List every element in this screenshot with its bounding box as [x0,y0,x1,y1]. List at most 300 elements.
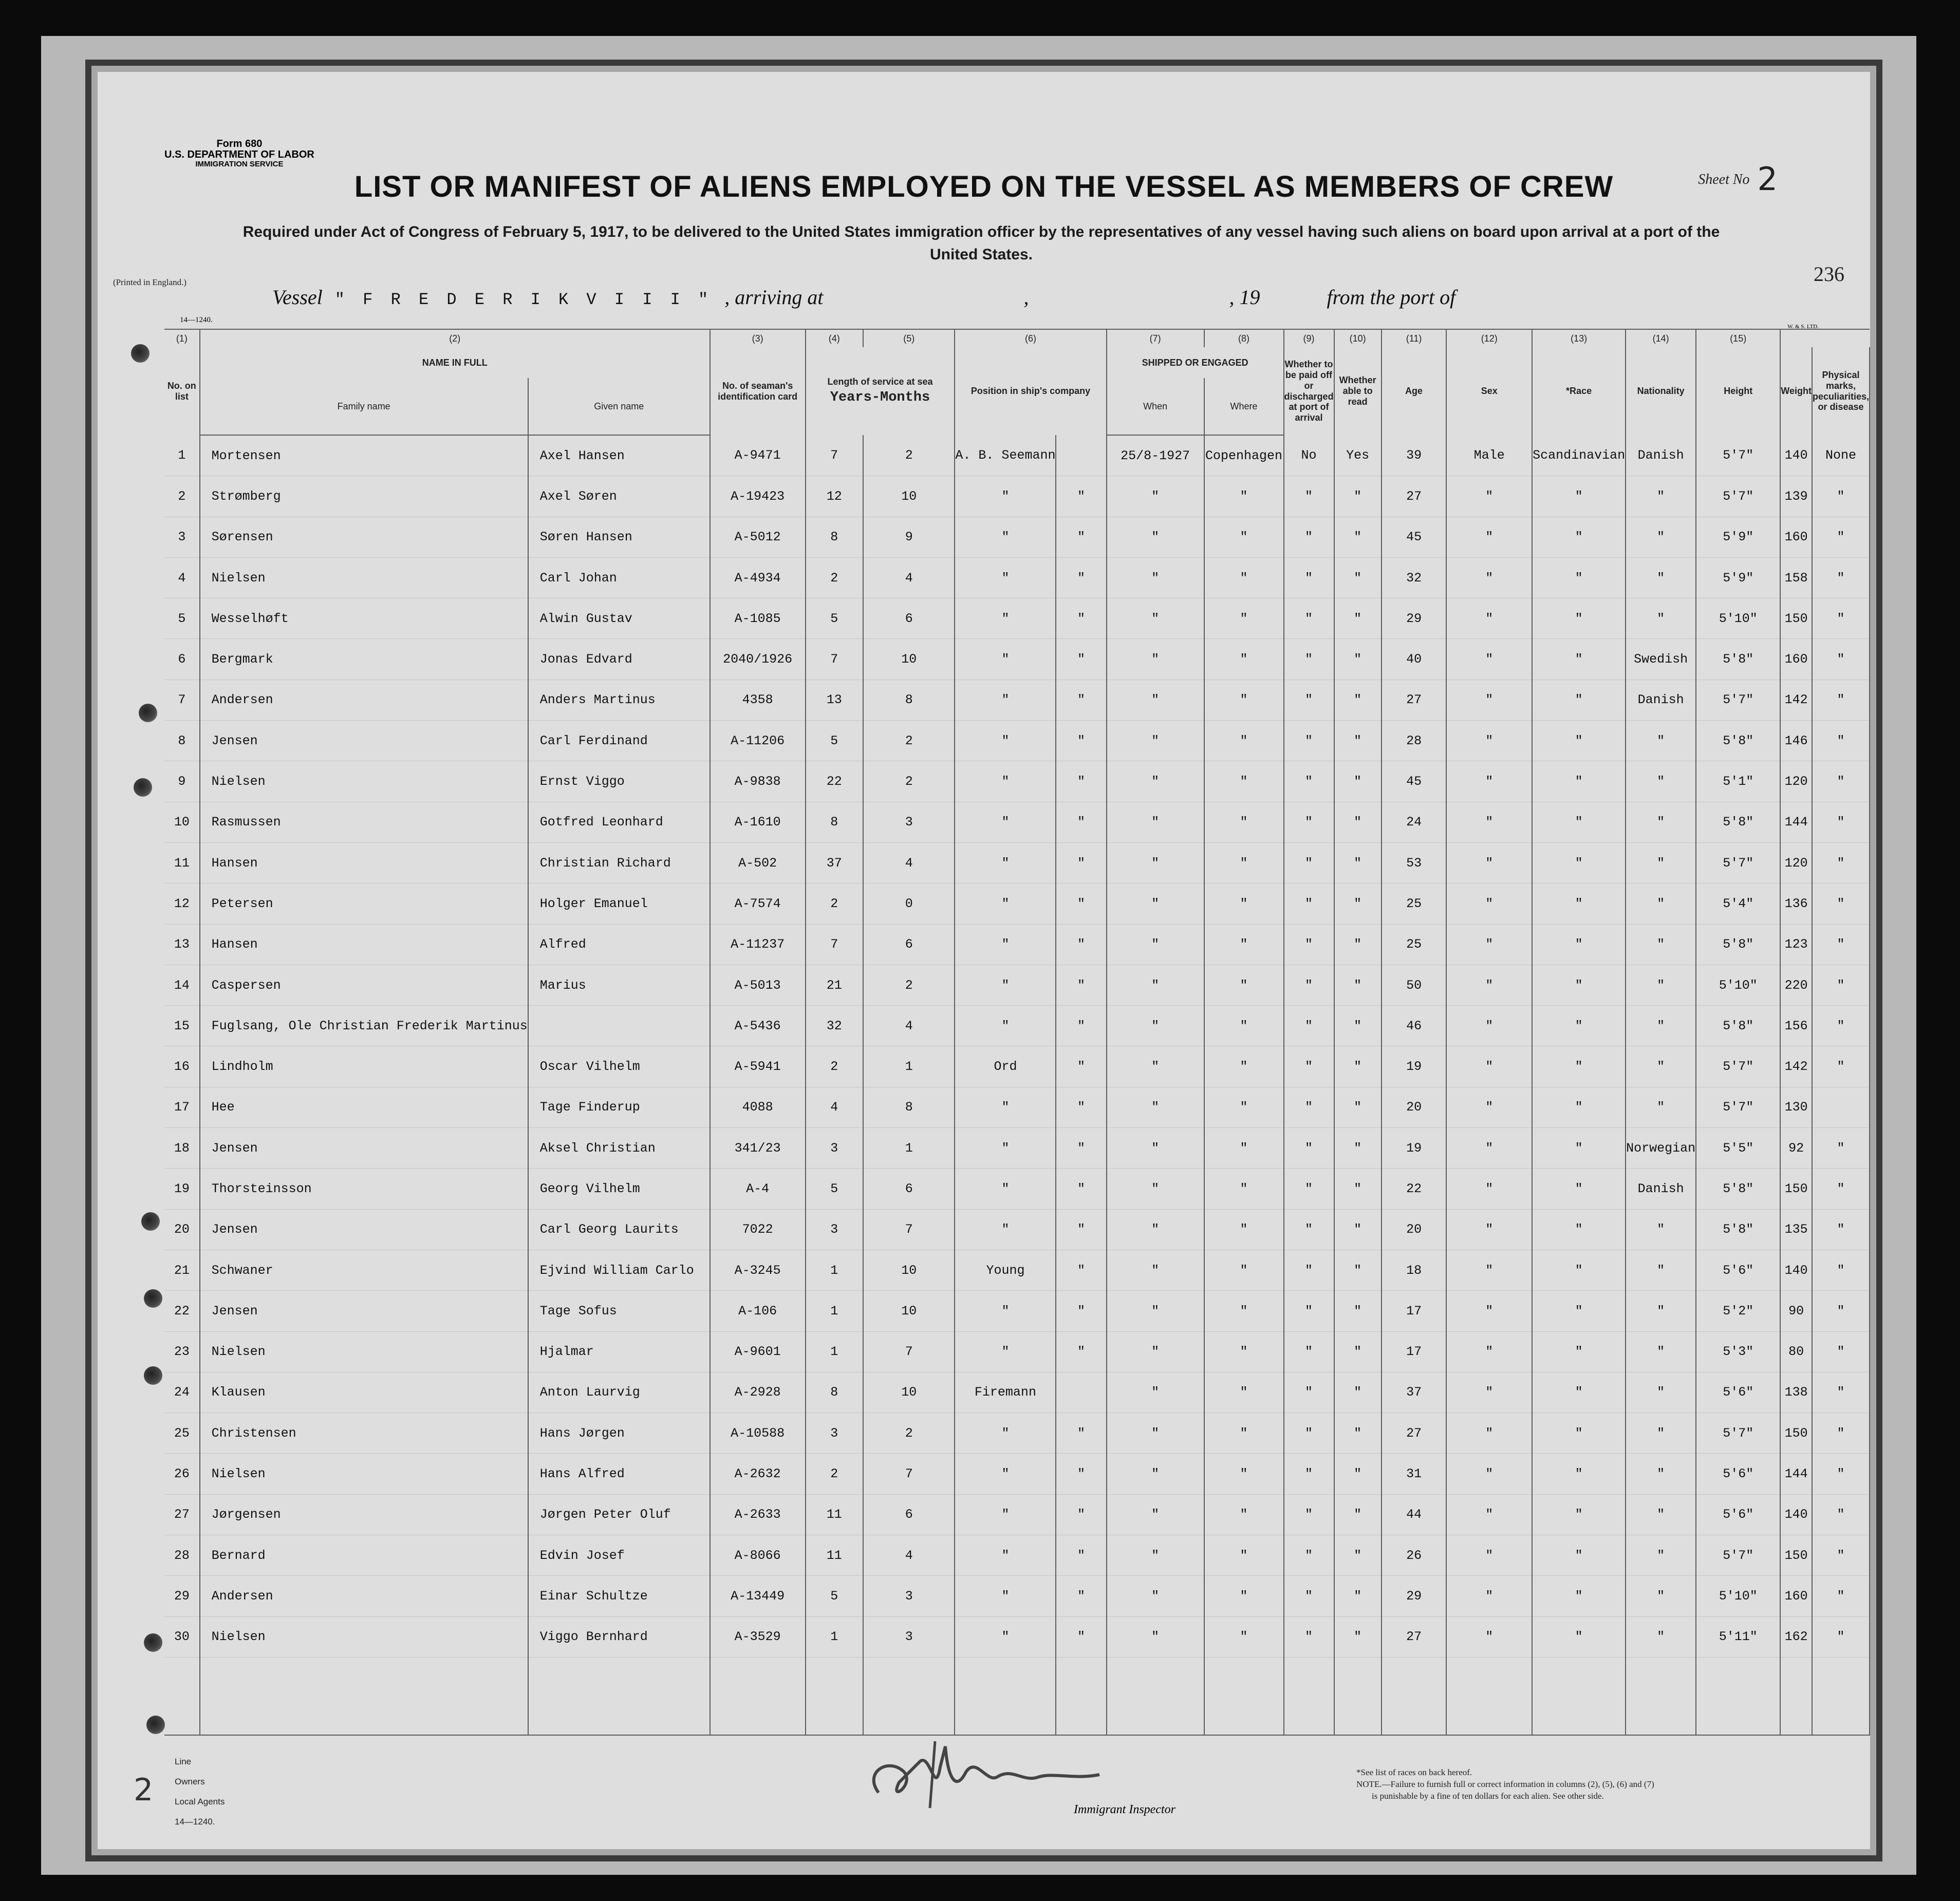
able-read: " [1334,721,1382,761]
row-number: 29 [164,1576,200,1616]
sex: " [1446,1087,1532,1127]
nationality: " [1626,1250,1696,1290]
age: 18 [1382,1250,1447,1290]
service-months: 10 [863,1291,955,1331]
able-read: " [1334,1413,1382,1454]
shipped-when: " [1107,1535,1204,1576]
height: 5'7" [1696,476,1780,517]
id-card: A-11206 [710,721,806,761]
shipped-when: " [1107,639,1204,680]
family-name: Strømberg [200,476,528,517]
id-card: A-3245 [710,1250,806,1290]
given-name: Viggo Bernhard [528,1616,710,1657]
position: Firemann [955,1372,1056,1413]
id-card: A-4934 [710,557,806,598]
comma: , [1023,286,1029,309]
able-read: " [1334,1291,1382,1331]
paid-off: " [1284,1494,1334,1535]
age: 27 [1382,680,1447,720]
service-months: 7 [863,1454,955,1494]
position: " [955,1169,1056,1209]
shipped-where: " [1204,476,1284,517]
shipped-where: " [1204,883,1284,924]
physical-marks: " [1812,842,1870,883]
age: 28 [1382,721,1447,761]
paid-off: " [1284,924,1334,965]
table-row [164,1454,1870,1494]
paid-off: " [1284,965,1334,1005]
height: 5'6" [1696,1454,1780,1494]
paid-off: " [1284,1331,1334,1372]
given-name: Christian Richard [528,842,710,883]
weight: 140 [1780,435,1812,476]
given-name: Holger Emanuel [528,883,710,924]
printer-mark: W. & S. LTD. [1787,324,1819,330]
shipped-where: " [1204,1576,1284,1616]
form-code: 14—1240. [180,316,213,324]
height: 5'7" [1696,1087,1780,1127]
position: " [955,1535,1056,1576]
age: 37 [1382,1372,1447,1413]
service-years: 22 [806,761,863,802]
id-card: A-1085 [710,598,806,639]
physical-marks: " [1812,1454,1870,1494]
shipped-where: " [1204,598,1284,639]
family-name: Bernard [200,1535,528,1576]
service-years: 5 [806,598,863,639]
position: A. B. Seemann [955,435,1056,476]
sex: " [1446,965,1532,1005]
year-label: , 19 [1229,286,1260,309]
col-num-7: (7) [1107,329,1204,347]
footer-local-agents: Local Agents [175,1797,225,1807]
age: 24 [1382,802,1447,842]
physical-marks: " [1812,1576,1870,1616]
note-failure: NOTE.—Failure to furnish full or correct information in columns (2), (5), (6) and (7) [1356,1779,1654,1789]
given-name: Alfred [528,924,710,965]
service-months: 1 [863,1128,955,1169]
table-row [164,924,1870,965]
id-card: A-11237 [710,924,806,965]
able-read: " [1334,517,1382,557]
blank-cell [1812,1657,1870,1735]
header-when: When [1107,378,1204,435]
row-number: 21 [164,1250,200,1290]
physical-marks: " [1812,802,1870,842]
position: " [955,924,1056,965]
age: 27 [1382,476,1447,517]
given-name: Hjalmar [528,1331,710,1372]
family-name: Klausen [200,1372,528,1413]
row-number: 4 [164,557,200,598]
footer-owners: Owners [175,1777,205,1787]
row-number: 15 [164,1006,200,1046]
weight: 150 [1780,1169,1812,1209]
age: 45 [1382,517,1447,557]
row-number: 13 [164,924,200,965]
position: " [955,842,1056,883]
header-age: Age [1382,347,1447,435]
physical-marks [1812,1087,1870,1127]
able-read: " [1334,1046,1382,1087]
header-physical-marks: Physical marks, peculiarities, or disease [1812,347,1870,435]
weight: 156 [1780,1006,1812,1046]
given-name: Carl Ferdinand [528,721,710,761]
binder-hole [141,1212,160,1231]
height: 5'8" [1696,1169,1780,1209]
sex: " [1446,802,1532,842]
row-number: 22 [164,1291,200,1331]
position: " [955,1454,1056,1494]
table-row [164,761,1870,802]
header-where: Where [1204,378,1284,435]
paid-off: " [1284,1006,1334,1046]
shipped-where: " [1204,1454,1284,1494]
able-read: " [1334,1169,1382,1209]
shipped-where: " [1204,1616,1284,1657]
shipped-where: " [1204,1169,1284,1209]
weight: 144 [1780,1454,1812,1494]
col-num-6: (6) [955,329,1106,347]
id-card: A-1610 [710,802,806,842]
given-name: Axel Søren [528,476,710,517]
service-months: 2 [863,1413,955,1454]
age: 40 [1382,639,1447,680]
physical-marks: " [1812,1169,1870,1209]
table-row [164,721,1870,761]
blank-cell [1626,1657,1696,1735]
family-name: Andersen [200,680,528,720]
service-years: 11 [806,1535,863,1576]
header-family-name: Family name [200,378,528,435]
height: 5'7" [1696,680,1780,720]
weight: 136 [1780,883,1812,924]
blank-cell [164,1657,200,1735]
weight: 90 [1780,1291,1812,1331]
family-name: Nielsen [200,1616,528,1657]
able-read: " [1334,598,1382,639]
shipped-where: " [1204,1046,1284,1087]
id-card: A-8066 [710,1535,806,1576]
given-name: Edvin Josef [528,1535,710,1576]
physical-marks: " [1812,761,1870,802]
id-card: A-9601 [710,1331,806,1372]
sex: " [1446,842,1532,883]
physical-marks: " [1812,1291,1870,1331]
footer-line: Line [175,1757,192,1766]
weight: 150 [1780,1413,1812,1454]
id-card: 2040/1926 [710,639,806,680]
sex: " [1446,1169,1532,1209]
height: 5'8" [1696,639,1780,680]
weight: 135 [1780,1209,1812,1250]
shipped-where: " [1204,1209,1284,1250]
position: " [955,1209,1056,1250]
family-name: Nielsen [200,1331,528,1372]
paid-off: " [1284,1616,1334,1657]
sex: " [1446,883,1532,924]
service-years: 37 [806,842,863,883]
nationality: " [1626,1046,1696,1087]
sex: " [1446,1413,1532,1454]
position: " [955,1494,1056,1535]
physical-marks: " [1812,883,1870,924]
header-given-name: Given name [528,378,710,435]
service-months: 2 [863,435,955,476]
arriving-label: , arriving at [724,286,824,309]
nationality: " [1626,1006,1696,1046]
table-row [164,680,1870,720]
weight: 142 [1780,680,1812,720]
service-months: 0 [863,883,955,924]
shipped-when: " [1107,1169,1204,1209]
given-name: Gotfred Leonhard [528,802,710,842]
nationality: " [1626,1535,1696,1576]
race: " [1532,1494,1626,1535]
nationality: " [1626,517,1696,557]
nationality: " [1626,1413,1696,1454]
service-years: 5 [806,1576,863,1616]
shipped-when: " [1107,680,1204,720]
sex: " [1446,924,1532,965]
header-shipped-engaged: SHIPPED OR ENGAGED [1107,347,1284,378]
service-years: 3 [806,1128,863,1169]
paid-off: " [1284,1087,1334,1127]
vessel-name: " F R E D E R I K V I I I " [334,290,713,309]
race: " [1532,721,1626,761]
shipped-where: " [1204,1128,1284,1169]
shipped-when: 25/8-1927 [1107,435,1204,476]
service-years: 2 [806,1046,863,1087]
footer-notes [1356,1767,1654,1802]
id-card: 4088 [710,1087,806,1127]
able-read: " [1334,965,1382,1005]
sex: " [1446,1209,1532,1250]
service-months: 4 [863,842,955,883]
able-read: " [1334,639,1382,680]
physical-marks: " [1812,557,1870,598]
race: " [1532,1006,1626,1046]
position: " [955,1576,1056,1616]
service-years: 3 [806,1413,863,1454]
row-number: 3 [164,517,200,557]
nationality: Danish [1626,1169,1696,1209]
id-card: A-13449 [710,1576,806,1616]
table-row [164,1250,1870,1290]
table-row [164,1535,1870,1576]
position: " [955,761,1056,802]
shipped-when: " [1107,517,1204,557]
col-num-15: (15) [1696,329,1780,347]
page-number: 236 [1814,262,1844,286]
height: 5'8" [1696,1209,1780,1250]
shipped-when: " [1107,1494,1204,1535]
position: " [955,598,1056,639]
crew-table [164,329,1870,1736]
header-weight: Weight [1780,347,1812,435]
position: " [955,557,1056,598]
given-name: Jonas Edvard [528,639,710,680]
height: 5'4" [1696,883,1780,924]
race: " [1532,761,1626,802]
col-num-4: (4) [806,329,863,347]
height: 5'10" [1696,1576,1780,1616]
age: 44 [1382,1494,1447,1535]
col-num-3: (3) [710,329,806,347]
position: " [955,476,1056,517]
table-row [164,1372,1870,1413]
shipped-when: " [1107,761,1204,802]
family-name: Andersen [200,1576,528,1616]
given-name: Oscar Vilhelm [528,1046,710,1087]
col-num-10: (10) [1334,329,1382,347]
age: 27 [1382,1616,1447,1657]
id-card: A-5941 [710,1046,806,1087]
position: Young [955,1250,1056,1290]
service-months: 6 [863,924,955,965]
service-years: 21 [806,965,863,1005]
col-num-9: (9) [1284,329,1334,347]
binder-hole [146,1716,165,1734]
given-name: Anton Laurvig [528,1372,710,1413]
row-number: 28 [164,1535,200,1576]
position: " [955,1331,1056,1372]
position: " [955,883,1056,924]
able-read: " [1334,1454,1382,1494]
weight: 160 [1780,1576,1812,1616]
binder-hole [139,704,157,722]
row-number: 26 [164,1454,200,1494]
given-name: Hans Alfred [528,1454,710,1494]
row-number: 18 [164,1128,200,1169]
family-name: Hansen [200,924,528,965]
given-name: Marius [528,965,710,1005]
paid-off: " [1284,517,1334,557]
paid-off: " [1284,1209,1334,1250]
able-read: " [1334,1331,1382,1372]
weight: 140 [1780,1494,1812,1535]
race: " [1532,1372,1626,1413]
page-subtitle: Required under Act of Congress of February 5, 1917, to be delivered to the United States immigration officer by the representatives of any vessel having such aliens on board upon arrival at a port of the United States. [242,223,1720,263]
nationality: " [1626,1454,1696,1494]
race: " [1532,1250,1626,1290]
sex: " [1446,1331,1532,1372]
nationality: " [1626,598,1696,639]
family-name: Jørgensen [200,1494,528,1535]
race: " [1532,1576,1626,1616]
race: " [1532,965,1626,1005]
table-row [164,435,1870,476]
position-ditto: " [1056,680,1106,720]
able-read: " [1334,476,1382,517]
service-years: 5 [806,1169,863,1209]
age: 46 [1382,1006,1447,1046]
table-row [164,1006,1870,1046]
service-years: 8 [806,517,863,557]
table-row [164,598,1870,639]
paid-off: " [1284,1046,1334,1087]
shipped-when: " [1107,842,1204,883]
given-name: Axel Hansen [528,435,710,476]
row-number: 23 [164,1331,200,1372]
blank-cell [1107,1657,1204,1735]
service-months: 3 [863,1616,955,1657]
race: " [1532,1535,1626,1576]
row-number: 11 [164,842,200,883]
age: 45 [1382,761,1447,802]
nationality: " [1626,842,1696,883]
able-read: " [1334,1372,1382,1413]
given-name [528,1006,710,1046]
weight: 150 [1780,1535,1812,1576]
nationality: " [1626,1576,1696,1616]
shipped-where: " [1204,1006,1284,1046]
sex: " [1446,557,1532,598]
shipped-when: " [1107,1576,1204,1616]
blank-row [164,1657,1870,1735]
age: 32 [1382,557,1447,598]
shipped-where: " [1204,1535,1284,1576]
given-name: Hans Jørgen [528,1413,710,1454]
service-months: 3 [863,802,955,842]
position-ditto: " [1056,924,1106,965]
weight: 160 [1780,639,1812,680]
position: " [955,517,1056,557]
sex: " [1446,1128,1532,1169]
service-months: 6 [863,1169,955,1209]
header-length-service [806,347,955,435]
family-name: Wesselhøft [200,598,528,639]
paid-off: " [1284,1291,1334,1331]
table-row [164,639,1870,680]
shipped-where: " [1204,924,1284,965]
table-row [164,883,1870,924]
nationality: " [1626,1372,1696,1413]
height: 5'7" [1696,1046,1780,1087]
age: 31 [1382,1454,1447,1494]
physical-marks: " [1812,1331,1870,1372]
position: " [955,680,1056,720]
height: 5'6" [1696,1372,1780,1413]
race: " [1532,557,1626,598]
service-years: 3 [806,1209,863,1250]
position-ditto: " [1056,721,1106,761]
blank-cell [1204,1657,1284,1735]
row-number: 1 [164,435,200,476]
sex: " [1446,1250,1532,1290]
physical-marks: " [1812,1535,1870,1576]
age: 27 [1382,1413,1447,1454]
table-row [164,1413,1870,1454]
shipped-where: " [1204,680,1284,720]
sex: " [1446,680,1532,720]
weight: 140 [1780,1250,1812,1290]
shipped-when: " [1107,883,1204,924]
given-name: Alwin Gustav [528,598,710,639]
col-num-2: (2) [200,329,710,347]
shipped-where: Copenhagen [1204,435,1284,476]
physical-marks: " [1812,517,1870,557]
shipped-where: " [1204,802,1284,842]
service-months: 2 [863,761,955,802]
nationality: " [1626,1087,1696,1127]
position-ditto: " [1056,1006,1106,1046]
height: 5'7" [1696,1413,1780,1454]
shipped-when: " [1107,1372,1204,1413]
shipped-when: " [1107,802,1204,842]
sex: " [1446,1616,1532,1657]
height: 5'1" [1696,761,1780,802]
